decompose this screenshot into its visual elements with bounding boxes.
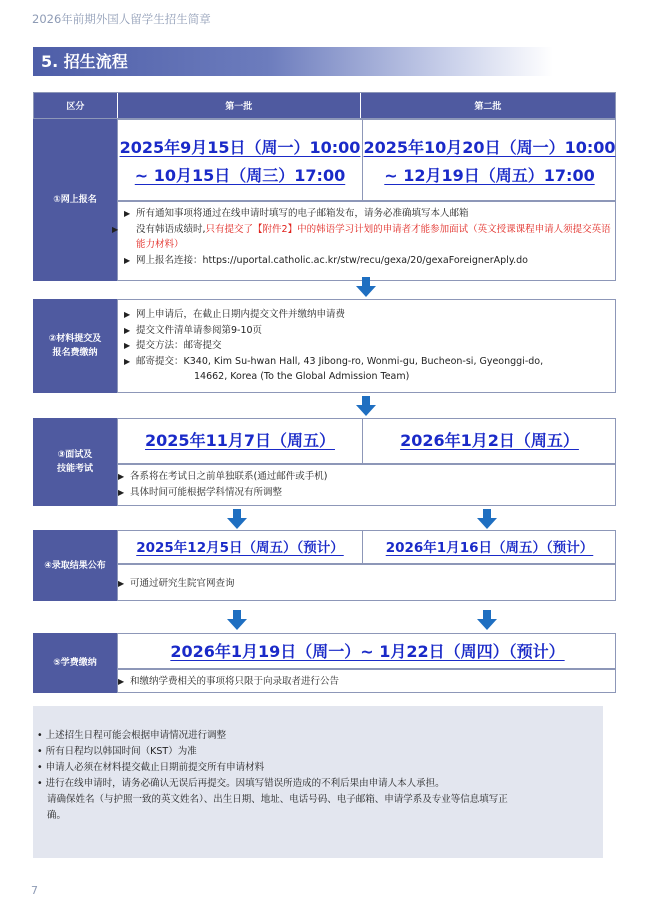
- page-number: 7: [31, 884, 38, 897]
- footnote-item-continued: 请确保姓名（与护照一致的英文姓名）、出生日期、地址、电话号码、电子邮箱、申请学系及专业等信息填写正: [47, 794, 508, 805]
- interview-note-contact: ▶ 各系将在考试日之前单独联系(通过邮件或手机): [118, 469, 612, 485]
- result-batch-1-date: 2025年12月5日（周五）（预计）: [136, 540, 344, 556]
- triangle-bullet-icon: ▶: [118, 579, 125, 588]
- materials-note-list: ▶ 提交文件清单请参阅第9-10页: [124, 323, 612, 339]
- tuition-date-box: [117, 633, 616, 669]
- triangle-bullet-icon: ▶: [118, 472, 125, 481]
- interview-batch-1-date: 2025年11月7日（周五）: [145, 431, 335, 450]
- tuition-notes-box: [117, 669, 616, 693]
- materials-notes-box: [117, 299, 616, 393]
- triangle-bullet-icon: ▶: [118, 487, 125, 497]
- tuition-date: 2026年1月19日（周一）~ 1月22日（周四）（预计）: [170, 642, 565, 661]
- footnote-item: • 进行在线申请时，请务必确认无误后再提交。因填写错误所造成的不利后果由申请人本人承担。: [37, 778, 445, 789]
- footnote-item-continued: 确。: [47, 810, 67, 821]
- document-title: 2026年前期外国人留学生招生简章: [32, 12, 211, 26]
- online-note-korean: ▶ 没有韩语成绩时,只有提交了【附件2】中的韩语学习计划的申请者才能参加面试（英文授课课程申请人须提交英语能力材料）: [112, 223, 611, 250]
- interview-notes-box: [117, 464, 616, 506]
- footnote-box: [33, 706, 603, 858]
- result-batch-2-date: 2026年1月16日（周五）（预计）: [385, 540, 594, 556]
- table-header: [33, 92, 616, 119]
- tuition-note-notice: ▶ 和缴纳学费相关的事项将只限于向录取者进行公告: [118, 674, 612, 690]
- materials-note-submit: ▶ 网上申请后，在截止日期内提交文件并缴纳申请费: [124, 307, 612, 323]
- result-notes-box: [117, 564, 616, 601]
- row-label-result: ④录取结果公布: [33, 530, 117, 601]
- header-category: 区分: [34, 93, 118, 118]
- online-note-email: ▶ 所有通知事项将通过在线申请时填写的电子邮箱发布，请务必准确填写本人邮箱: [124, 206, 612, 222]
- online-batch-2-dates: 2025年10月20日（周一）10:00 ~ 12月19日（周五）17:00: [363, 138, 616, 185]
- interview-dates-box: [117, 418, 616, 464]
- result-note-website: ▶ 可通过研究生院官网查询: [118, 576, 612, 592]
- section-title: 5. 招生流程: [33, 47, 553, 76]
- header-batch-2: 第二批: [361, 93, 615, 118]
- online-note-link[interactable]: ▶ 网上报名连接：https://uportal.catholic.ac.kr/stw/recu/gexa/20/gexaForeignerAply.do: [124, 253, 612, 269]
- materials-note-address: ▶ 邮寄提交：K340, Kim Su-hwan Hall, 43 Jibong-ro, Wonmi-gu, Bucheon-si, Gyeonggi-do,: [124, 354, 612, 370]
- flow-arrow-down-icon: [356, 277, 376, 297]
- row-label-tuition: ⑤学费缴纳: [33, 633, 117, 693]
- triangle-bullet-icon: ▶: [124, 255, 131, 265]
- interview-note-time: ▶ 具体时间可能根据学科情况有所调整: [118, 485, 612, 501]
- materials-note-address-2: 14662, Korea (To the Global Admission Team): [194, 371, 410, 382]
- online-batch-1-dates: 2025年9月15日（周一）10:00 ~ 10月15日（周三）17:00: [119, 138, 361, 185]
- flow-arrow-down-icon: [477, 509, 497, 529]
- triangle-bullet-icon: ▶: [124, 310, 131, 319]
- triangle-bullet-icon: ▶: [124, 209, 131, 218]
- row-label-online: ①网上报名: [33, 119, 117, 281]
- triangle-bullet-icon: ▶: [118, 677, 125, 686]
- row-label-interview: ③面试及 技能考试: [33, 418, 117, 506]
- triangle-bullet-icon: ▶: [124, 341, 131, 350]
- triangle-bullet-icon: ▶: [124, 356, 131, 366]
- footnote-item: • 所有日程均以韩国时间（KST）为准: [37, 746, 197, 757]
- result-dates-box: [117, 530, 616, 564]
- triangle-bullet-icon: ▶: [112, 224, 119, 234]
- footnote-item: • 申请人必须在材料提交截止日期前提交所有申请材料: [37, 762, 265, 773]
- row-label-materials: ②材料提交及 报名费缴纳: [33, 299, 117, 393]
- online-dates-box: [117, 119, 616, 201]
- online-notes-box: [112, 201, 616, 281]
- materials-note-method: ▶ 提交方法：邮寄提交: [124, 338, 612, 354]
- footnote-item: • 上述招生日程可能会根据申请情况进行调整: [37, 730, 227, 741]
- flow-arrow-down-icon: [356, 396, 376, 416]
- flow-arrow-down-icon: [227, 610, 247, 630]
- flow-arrow-down-icon: [227, 509, 247, 529]
- header-batch-1: 第一批: [118, 93, 361, 118]
- interview-batch-2-date: 2026年1月2日（周五）: [400, 431, 579, 450]
- triangle-bullet-icon: ▶: [124, 325, 131, 335]
- flow-arrow-down-icon: [477, 610, 497, 630]
